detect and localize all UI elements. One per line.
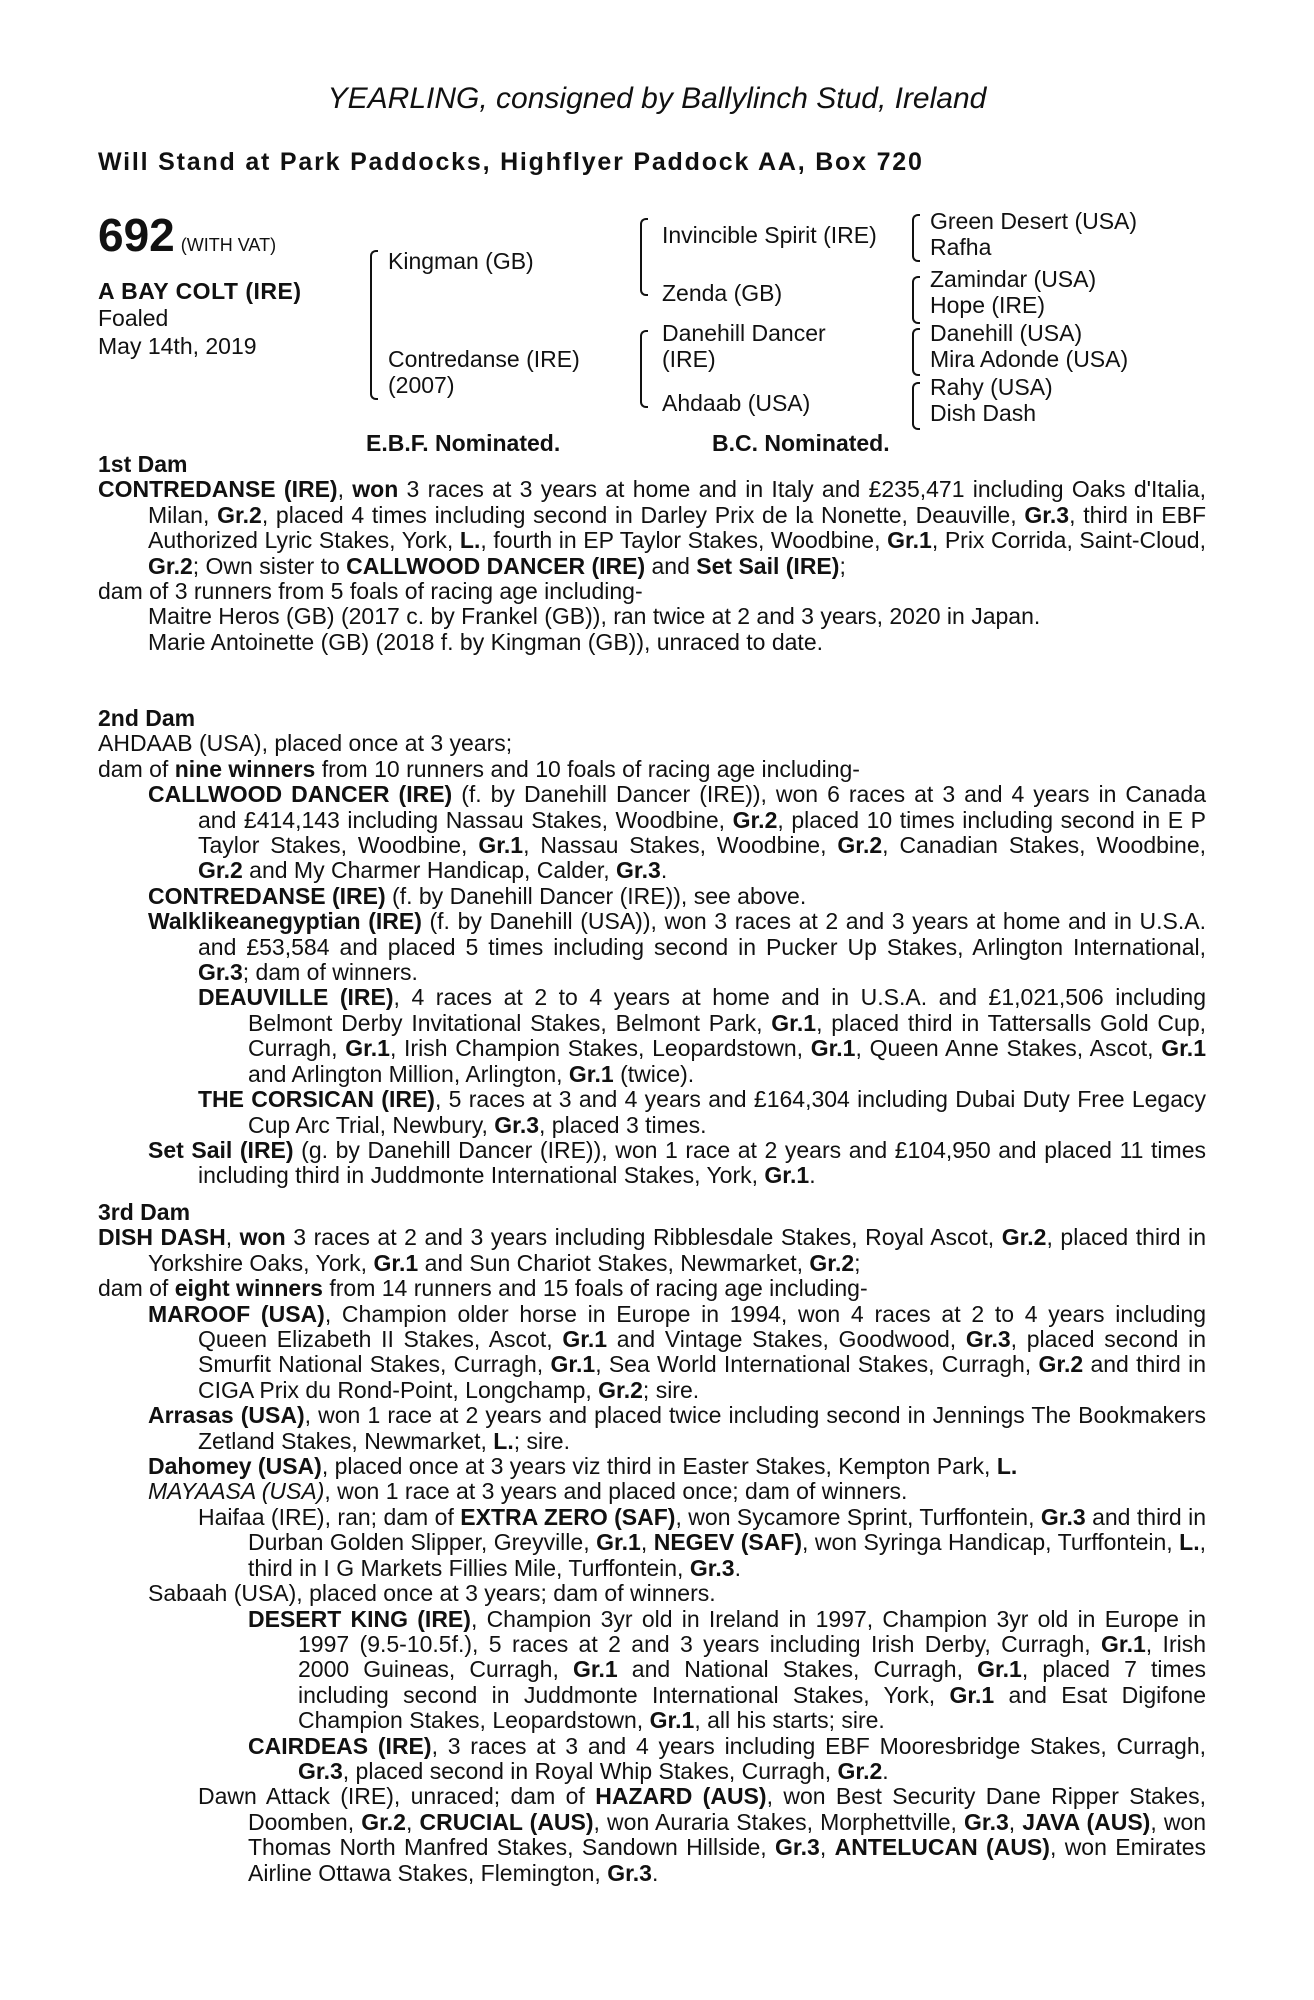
pedigree-dam-sire (662, 320, 826, 372)
third-dam-record: DISH DASH, won 3 races at 2 and 3 years including Ribblesdale Stakes, Royal Ascot, Gr.2, placed third in Yorkshire Oaks, York, Gr.1 and Sun Chariot Stakes, Newmarket, Gr.2; (98, 1224, 1207, 1276)
grand-produce: DESERT KING (IRE), Champion 3yr old in Ireland in 1997, Champion 3yr old in Europe in 1997 (9.5-10.5f.), 5 races at 2 and 3 years including Irish Derby, Curragh, Gr.1, Irish 2000 Guineas, Curragh, Gr.1 and National Stakes, Curragh, Gr.1, placed 7 times including second in Juddmonte International Stakes, York, Gr.1 and Esat Digifone Champion Stakes, Leopardstown, Gr.1, all his starts; sire. (248, 1605, 1207, 1734)
pedigree-dsd: Mira Adonde (USA) (930, 346, 1129, 372)
horse-description: A BAY COLT (IRE) (98, 278, 302, 304)
pedigree-sire-dam: Zenda (GB) (662, 280, 783, 306)
location-line: Will Stand at Park Paddocks, Highflyer Paddock AA, Box 720 (98, 148, 924, 176)
third-dam-foal: Dahomey (USA), placed once at 3 years viz third in Easter Stakes, Kempton Park, L. (148, 1453, 1018, 1480)
first-dam-foal: Marie Antoinette (GB) (2018 f. by Kingman (GB)), unraced to date. (148, 628, 823, 655)
vat-note: (WITH VAT) (180, 235, 277, 255)
pedigree-dam (388, 346, 580, 398)
second-dam-produce-summary: dam of nine winners from 10 runners and 10 foals of racing age including- (98, 755, 860, 782)
brace-sire-parents (640, 218, 648, 296)
grand-produce: Dawn Attack (IRE), unraced; dam of HAZARD (AUS), won Best Security Dane Ripper Stakes, Doomben, Gr.2, CRUCIAL (AUS), won Auraria Stakes, Morphettville, Gr.3, JAVA (AUS), won Thomas North Manfred Stakes, Sandown Hillside, Gr.3, ANTELUCAN (AUS), won Emirates Airline Ottawa Stakes, Flemington, Gr.3. (198, 1783, 1207, 1886)
pedigree-dam-sire-country: (IRE) (662, 346, 716, 372)
foaled-date: May 14th, 2019 (98, 333, 257, 359)
brace-g2 (912, 276, 920, 324)
brace-g1 (912, 214, 920, 262)
foaled-block (98, 304, 257, 360)
brace-g3 (912, 328, 920, 376)
second-dam-heading: 2nd Dam (98, 705, 196, 731)
first-dam-heading: 1st Dam (98, 451, 188, 477)
pedigree-sds: Zamindar (USA) (930, 266, 1097, 292)
second-dam-section (98, 706, 1206, 1189)
first-dam-section (98, 452, 1206, 655)
second-dam-foal: CALLWOOD DANCER (IRE) (f. by Danehill Dancer (IRE)), won 6 races at 3 and 4 years in Canada and £414,143 including Nassau Stakes, Woodbine, Gr.2, placed 10 times including second in E P Taylor Stakes, Woodbine, Gr.1, Nassau Stakes, Woodbine, Gr.2, Canadian Stakes, Woodbine, Gr.2 and My Charmer Handicap, Calder, Gr.3. (148, 781, 1206, 884)
pedigree-dss: Danehill (USA) (930, 320, 1083, 346)
first-dam-produce-summary: dam of 3 runners from 5 foals of racing age including- (98, 578, 643, 605)
pedigree-ssd: Rafha (930, 234, 992, 260)
grand-produce: DEAUVILLE (IRE), 4 races at 2 to 4 years at home and in U.S.A. and £1,021,506 including Belmont Derby Invitational Stakes, Belmont Park, Gr.1, placed third in Tattersalls Gold Cup, Curragh, Gr.1, Irish Champion Stakes, Leopardstown, Gr.1, Queen Anne Stakes, Ascot, Gr.1 and Arlington Million, Arlington, Gr.1 (twice). (198, 984, 1206, 1087)
pedigree-ddd: Dish Dash (930, 400, 1037, 426)
lot-number: 692 (98, 209, 175, 261)
brace-dam-parents (640, 330, 648, 408)
pedigree-dam-name: Contredanse (IRE) (388, 346, 580, 372)
pedigree-dds: Rahy (USA) (930, 374, 1053, 400)
third-dam-produce-summary: dam of eight winners from 14 runners and 15 foals of racing age including- (98, 1275, 868, 1302)
grand-produce: Haifaa (IRE), ran; dam of EXTRA ZERO (SAF), won Sycamore Sprint, Turffontein, Gr.3 and third in Durban Golden Slipper, Greyville, Gr.1, NEGEV (SAF), won Syringa Handicap, Turffontein, L., third in I G Markets Fillies Mile, Turffontein, Gr.3. (198, 1503, 1207, 1581)
third-dam-heading: 3rd Dam (98, 1199, 191, 1225)
pedigree-sss: Green Desert (USA) (930, 208, 1138, 234)
pedigree-sire-sire: Invincible Spirit (IRE) (662, 222, 877, 248)
ebf-nominated: E.B.F. Nominated. (366, 430, 561, 456)
second-dam-foal: Walklikeanegyptian (IRE) (f. by Danehill (USA)), won 3 races at 2 and 3 years at home and in U.S.A. and £53,584 and placed 5 times including second in Pucker Up Stakes, Arlington International, Gr.3; dam of winners. (148, 908, 1206, 986)
third-dam-section (98, 1200, 1206, 1886)
pedigree-sire: Kingman (GB) (388, 248, 534, 274)
pedigree-dam-dam: Ahdaab (USA) (662, 390, 811, 416)
grand-produce: THE CORSICAN (IRE), 5 races at 3 and 4 years and £164,304 including Dubai Duty Free Legacy Cup Arc Trial, Newbury, Gr.3, placed 3 times. (198, 1086, 1206, 1138)
lot-number-block (98, 208, 276, 262)
bc-nominated: B.C. Nominated. (712, 430, 890, 456)
second-dam-record: AHDAAB (USA), placed once at 3 years; (98, 730, 513, 757)
brace-parents (370, 250, 378, 400)
pedigree-sdd: Hope (IRE) (930, 292, 1046, 318)
third-dam-foal: Sabaah (USA), placed once at 3 years; dam of winners. (148, 1580, 716, 1607)
grand-produce: CAIRDEAS (IRE), 3 races at 3 and 4 years including EBF Mooresbridge Stakes, Curragh, Gr.3, placed second in Royal Whip Stakes, Curragh, Gr.2. (248, 1732, 1206, 1784)
second-dam-foal: CONTREDANSE (IRE) (f. by Danehill Dancer (IRE)), see above. (148, 882, 807, 909)
brace-g4 (912, 382, 920, 430)
third-dam-foal: MAYAASA (USA), won 1 race at 3 years and placed once; dam of winners. (148, 1478, 908, 1505)
third-dam-foal: Arrasas (USA), won 1 race at 2 years and placed twice including second in Jennings The Bookmakers Zetland Stakes, Newmarket, L.; sire. (148, 1402, 1206, 1454)
third-dam-foal: MAROOF (USA), Champion older horse in Europe in 1994, won 4 races at 2 to 4 years including Queen Elizabeth II Stakes, Ascot, Gr.1 and Vintage Stakes, Goodwood, Gr.3, placed second in Smurfit National Stakes, Curragh, Gr.1, Sea World International Stakes, Curragh, Gr.2 and third in CIGA Prix du Rond-Point, Longchamp, Gr.2; sire. (148, 1300, 1206, 1403)
pedigree-dam-sire-name: Danehill Dancer (662, 320, 826, 346)
pedigree-dam-year: (2007) (388, 372, 455, 398)
second-dam-foal: Set Sail (IRE) (g. by Danehill Dancer (IRE)), won 1 race at 2 years and £104,950 and placed 11 times including third in Juddmonte International Stakes, York, Gr.1. (148, 1136, 1206, 1189)
first-dam-record: CONTREDANSE (IRE), won 3 races at 3 years at home and in Italy and £235,471 including Oaks d'Italia, Milan, Gr.2, placed 4 times including second in Darley Prix de la Nonette, Deauville, Gr.3, third in EBF Authorized Lyric Stakes, York, L., fourth in EP Taylor Stakes, Woodbine, Gr.1, Prix Corrida, Saint-Cloud, Gr.2; Own sister to CALLWOOD DANCER (IRE) and Set Sail (IRE); (98, 476, 1206, 579)
catalogue-header: YEARLING, consigned by Ballylinch Stud, Ireland (327, 82, 987, 115)
first-dam-foal: Maitre Heros (GB) (2017 c. by Frankel (GB)), ran twice at 2 and 3 years, 2020 in Japan. (148, 603, 1041, 630)
foaled-label: Foaled (98, 305, 169, 331)
